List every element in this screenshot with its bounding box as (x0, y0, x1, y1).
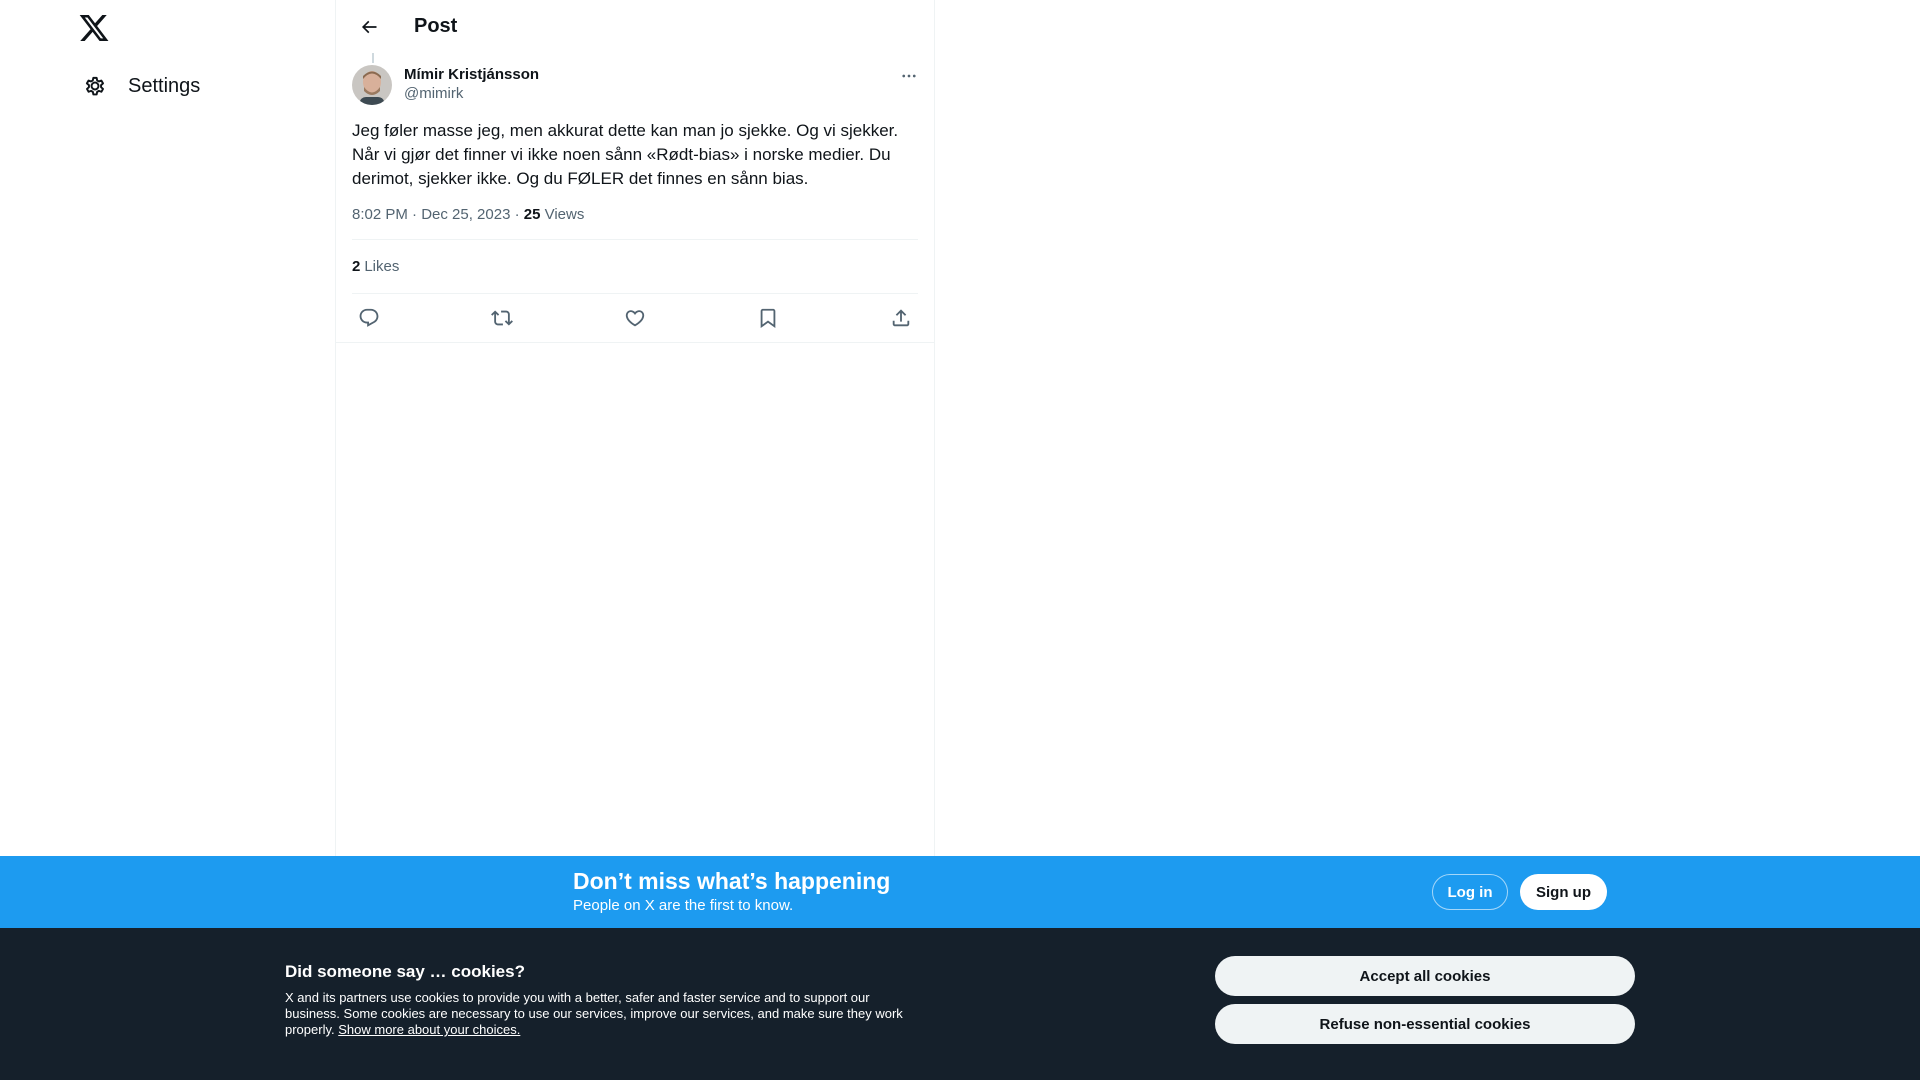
like-button[interactable] (618, 301, 652, 335)
views-label: Views (540, 206, 585, 223)
main-column (335, 0, 935, 856)
post-header (336, 0, 934, 53)
post-meta (352, 205, 918, 225)
settings-label: Settings (128, 74, 201, 97)
author-name[interactable]: Mímir Kristjánsson (404, 66, 540, 83)
more-dots-icon (900, 67, 918, 85)
banner-subtitle: People on X are the first to know. (573, 897, 794, 914)
post-actions (352, 294, 918, 342)
thread-line (372, 53, 374, 63)
bookmark-button[interactable] (751, 301, 785, 335)
bookmark-icon (757, 307, 779, 329)
repost-icon (491, 307, 513, 329)
cookie-title: Did someone say … cookies? (285, 962, 525, 981)
banner-title: Don’t miss what’s happening (573, 868, 891, 894)
gear-icon (82, 73, 108, 99)
avatar[interactable] (352, 65, 392, 105)
cookie-choices-link[interactable]: Show more about your choices. (338, 1022, 521, 1037)
views-count: 25 (523, 206, 541, 223)
signup-button[interactable]: Sign up (1520, 874, 1607, 910)
login-button[interactable]: Log in (1432, 874, 1508, 910)
signup-banner (0, 856, 1920, 928)
cookie-text (285, 990, 915, 1038)
refuse-cookies-button[interactable]: Refuse non-essential cookies (1215, 1004, 1635, 1044)
author-row (352, 53, 918, 105)
more-button[interactable] (892, 59, 926, 93)
post-text: Jeg føler masse jeg, men akkurat dette kan man jo sjekke. Og vi sjekker. Når vi gjør det finner vi ikke noen sånn «Rødt-bias» i norske medier. Du derimot, sjekker ikke. Og du FØLER det finnes en sånn bias. (352, 121, 899, 188)
arrow-left-icon (359, 17, 379, 37)
author-names (404, 65, 892, 103)
author-handle[interactable]: @mimirk (404, 85, 464, 102)
settings-link[interactable] (70, 66, 212, 106)
likes-count: 2 (352, 258, 361, 275)
page-title: Post (414, 15, 458, 37)
cookie-banner (0, 928, 1920, 1080)
divider (336, 342, 934, 343)
share-icon (890, 307, 912, 329)
post-timestamp[interactable]: 8:02 PM · Dec 25, 2023 · (352, 206, 524, 223)
like-icon (624, 307, 646, 329)
reply-button[interactable] (352, 301, 386, 335)
likes-row[interactable] (352, 240, 918, 293)
post (336, 53, 934, 343)
back-button[interactable] (352, 10, 386, 44)
reply-icon (358, 307, 380, 329)
share-button[interactable] (884, 301, 918, 335)
accept-cookies-button[interactable]: Accept all cookies (1215, 956, 1635, 996)
repost-button[interactable] (485, 301, 519, 335)
likes-label: Likes (364, 258, 400, 275)
cookie-body: X and its partners use cookies to provide you with a better, safer and faster service and to support our business. Some cookies are necessary to use our services, improve our services, and make sure they work properly. (285, 990, 903, 1037)
x-logo-icon[interactable] (78, 12, 110, 44)
